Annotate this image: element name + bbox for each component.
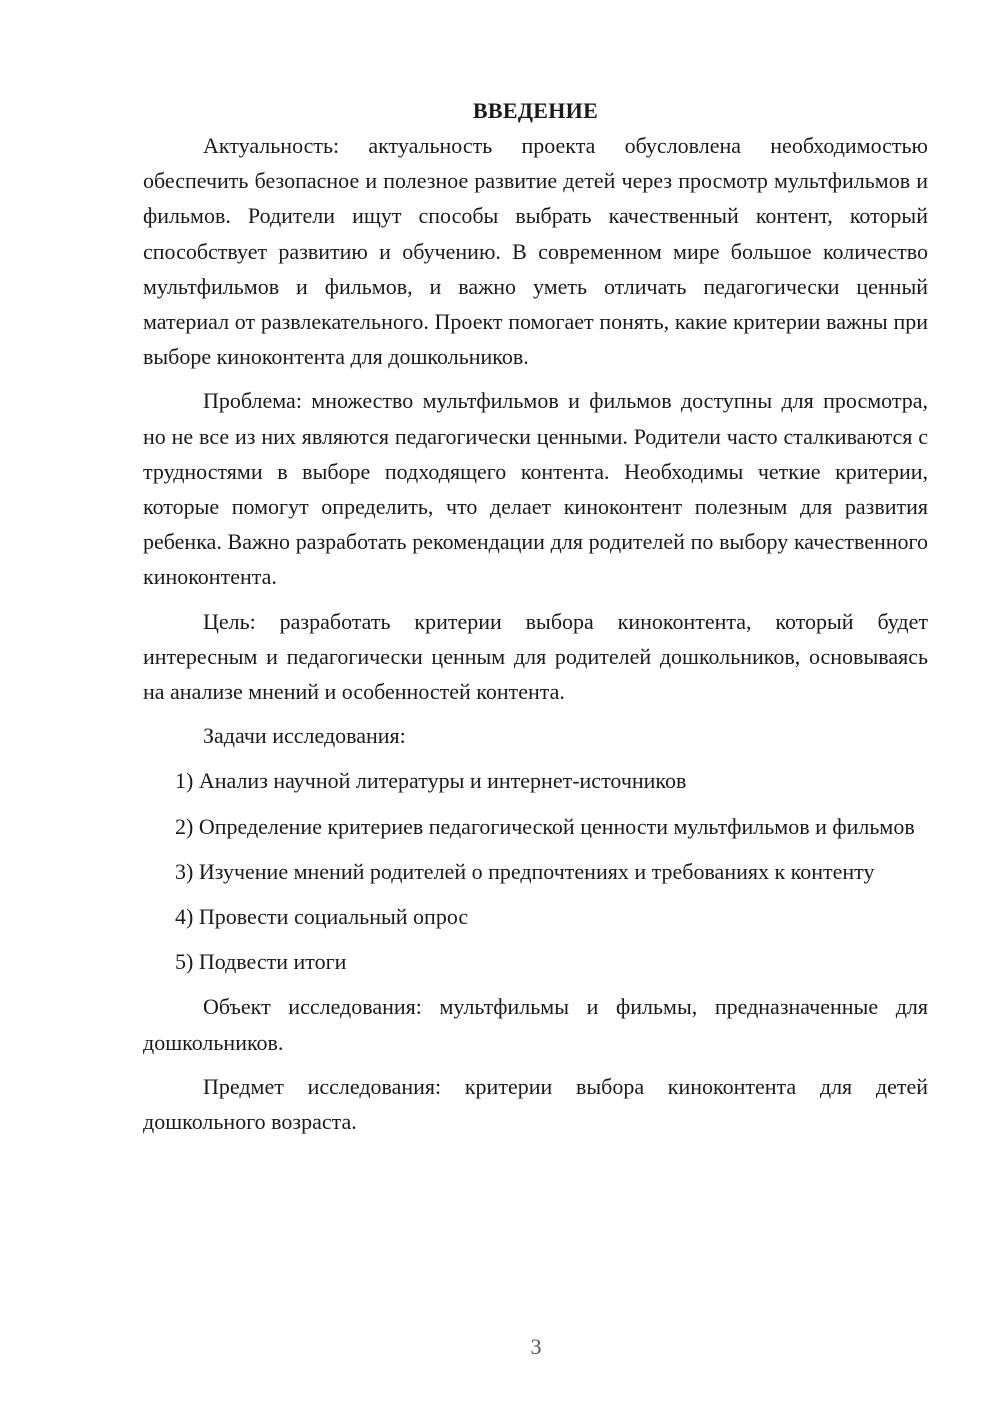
task-item-4: 4) Провести социальный опрос <box>175 904 469 930</box>
subject-paragraph: Предмет исследования: критерии выбора киноконтента для детей дошкольного возраста. <box>143 1073 928 1135</box>
relevance-paragraph: Актуальность: актуальность проекта обусловлена необходимостью обеспечить безопасное и полезное развитие детей через просмотр мультфильмов и фильмов. Родители ищут способы выбрать качественный контент, который способствует развитию и обучению. В современном мире большое количество мультфильмов и фильмов, и важно уметь отличать педагогически ценный материал от развлекательного. Проект помогает понять, какие критерии важны при выборе киноконтента для дошкольников. <box>143 133 928 370</box>
task-item-2: 2) Определение критериев педагогической ценности мультфильмов и фильмов <box>175 813 915 839</box>
object-paragraph: Объект исследования: мультфильмы и фильмы, предназначенные для дошкольников. <box>143 994 928 1055</box>
goal-paragraph: Цель: разработать критерии выбора киноконтента, который будет интересным и педагогически ценным для родителей дошкольников, основываясь на анализе мнений и особенностей контента. <box>143 608 928 705</box>
task-item-3: 3) Изучение мнений родителей о предпочтениях и требованиях к контенту <box>175 858 875 884</box>
page-number: 3 <box>530 1334 542 1359</box>
tasks-heading: Задачи исследования: <box>203 723 406 749</box>
page-title: ВВЕДЕНИЕ <box>472 98 599 123</box>
task-item-1: 1) Анализ научной литературы и интернет-источников <box>175 768 687 794</box>
document-page <box>143 96 928 1148</box>
task-item-5: 5) Подвести итоги <box>175 949 347 975</box>
problem-paragraph: Проблема: множество мультфильмов и фильмов доступны для просмотра, но не все из них являются педагогически ценными. Родители часто сталкиваются с трудностями в выборе подходящего контента. Необходимы четкие критерии, которые помогут определить, что делает киноконтент полезным для развития ребенка. Важно разработать рекомендации для родителей по выбору качественного киноконтента. <box>143 388 928 590</box>
